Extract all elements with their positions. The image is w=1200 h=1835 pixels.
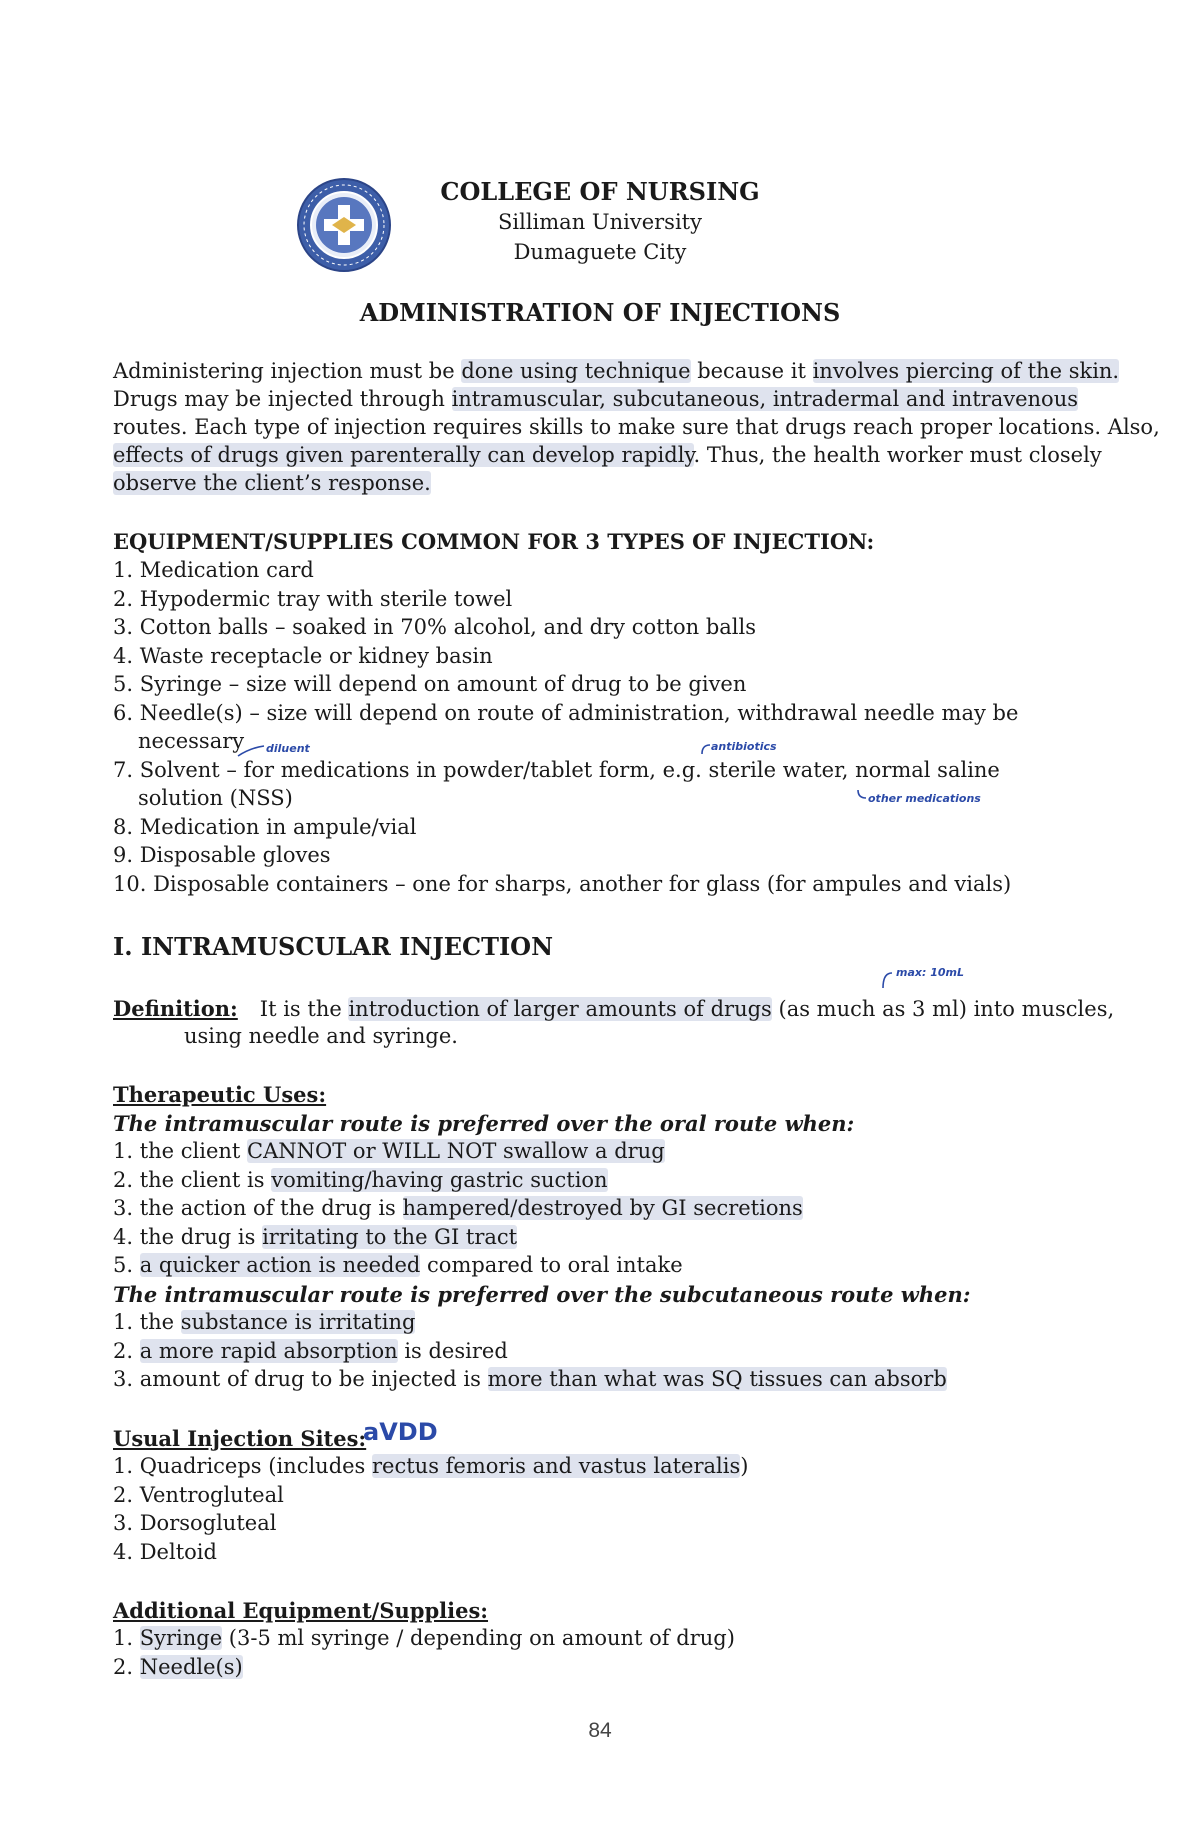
item-text: 3. amount of drug to be injected is [113,1367,488,1391]
injection-site-item: 4. Deltoid [113,1540,217,1564]
additional-equipment-item [113,1653,243,1682]
handwritten-note-antibiotics: antibiotics [711,740,777,753]
other-medications-arrow-icon [856,788,868,802]
intro-text: Drugs may be injected through [113,387,452,411]
item-highlight: Needle(s) [139,1655,243,1679]
oral-route-item [113,1194,803,1223]
equipment-item: 5. Syringe – size will depend on amount of drug to be given [113,672,747,696]
handwritten-note-avdd: aVDD [363,1418,438,1446]
item-text: 1. [113,1626,140,1650]
handwritten-note-max-volume: max: 10mL [896,966,964,979]
college-name: COLLEGE OF NURSING [440,177,760,206]
intro-line-3: routes. Each type of injection requires skills to make sure that drugs reach proper locations. Also, [113,415,1160,439]
item-highlight: rectus femoris and vastus lateralis [372,1454,741,1478]
item-text: 4. the drug is [113,1225,263,1249]
equipment-heading: EQUIPMENT/SUPPLIES COMMON FOR 3 TYPES OF INJECTION: [113,529,875,554]
definition-line-1 [113,994,1114,1024]
injection-site-item: 3. Dorsogluteal [113,1511,277,1535]
item-text: 2. the client is [113,1168,272,1192]
definition-label: Definition: [113,996,238,1021]
intro-text: . Thus, the health worker must closely [693,443,1102,467]
university-name: Silliman University [498,210,702,234]
oral-route-item [113,1166,608,1195]
item-text: ) [740,1454,749,1478]
additional-equipment-label: Additional Equipment/Supplies: [113,1598,489,1623]
intro-highlight: intramuscular, subcutaneous, intradermal and intravenous [451,387,1078,411]
item-highlight: a quicker action is needed [139,1253,421,1277]
college-seal-logo [296,177,392,273]
item-highlight: Syringe [139,1626,223,1650]
injection-sites-label: Usual Injection Sites: [113,1426,367,1451]
page-title: ADMINISTRATION OF INJECTIONS [359,298,841,327]
item-text: 1. the client [113,1139,248,1163]
equipment-item: 3. Cotton balls – soaked in 70% alcohol, and dry cotton balls [113,615,757,639]
intro-line-5 [113,469,431,498]
item-text: (3-5 ml syringe / depending on amount of drug) [222,1626,735,1650]
item-highlight: vomiting/having gastric suction [271,1168,608,1192]
intro-text: Administering injection must be [113,359,462,383]
subcutaneous-route-item [113,1365,947,1394]
intro-line-4 [113,441,1102,470]
item-highlight: irritating to the GI tract [262,1225,518,1249]
intro-highlight: effects of drugs given parenterally can develop rapidly [113,443,694,467]
equipment-item: 1. Medication card [113,558,314,582]
item-text: compared to oral intake [420,1253,683,1277]
oral-route-item [113,1137,665,1166]
intro-line-2 [113,385,1078,414]
definition-text: It is the [259,997,349,1021]
intro-highlight: done using technique [461,359,691,383]
item-highlight: hampered/destroyed by GI secretions [402,1196,803,1220]
handwritten-note-diluent: diluent [266,742,310,755]
injection-site-item [113,1452,748,1481]
item-text: 1. the [113,1310,181,1334]
equipment-item: 2. Hypodermic tray with sterile towel [113,587,513,611]
page-number: 84 [588,1719,612,1742]
item-highlight: a more rapid absorption [139,1339,398,1363]
oral-route-item [113,1251,683,1280]
intro-highlight: involves piercing of the skin. [812,359,1120,383]
equipment-item: 8. Medication in ampule/vial [113,815,417,839]
equipment-item: 7. Solvent – for medications in powder/tablet form, e.g. sterile water, normal saline [113,758,1000,782]
max-dose-arrow-icon [880,968,894,990]
handwritten-note-other-medications: other medications [868,792,981,805]
definition-highlight: introduction of larger amounts of drugs [348,997,772,1021]
intro-highlight: observe the client’s response. [113,471,431,495]
equipment-item-continued: necessary [138,729,245,753]
equipment-item-continued: solution (NSS) [138,786,293,810]
injection-site-item: 2. Ventrogluteal [113,1483,284,1507]
item-text: 5. [113,1253,140,1277]
definition-text: (as much as 3 ml) into muscles, [771,997,1115,1021]
subcutaneous-route-item [113,1337,508,1366]
item-highlight: more than what was SQ tissues can absorb [487,1367,947,1391]
definition-line-2: using needle and syringe. [184,1024,458,1048]
item-text: 3. the action of the drug is [113,1196,403,1220]
subcutaneous-route-item [113,1308,415,1337]
diluent-arrow-icon [236,742,266,760]
equipment-item: 6. Needle(s) – size will depend on route of administration, withdrawal needle may be [113,701,1019,725]
intro-text: because it [690,359,813,383]
equipment-item: 9. Disposable gloves [113,843,331,867]
oral-route-intro: The intramuscular route is preferred over the oral route when: [113,1111,855,1136]
equipment-item: 10. Disposable containers – one for sharps, another for glass (for ampules and vials) [113,872,1012,896]
therapeutic-uses-label: Therapeutic Uses: [113,1082,327,1107]
item-text: is desired [397,1339,508,1363]
item-highlight: substance is irritating [180,1310,416,1334]
item-text: 1. Quadriceps (includes [113,1454,373,1478]
section-heading-intramuscular: I. INTRAMUSCULAR INJECTION [113,932,554,961]
item-text: 2. [113,1339,140,1363]
subcutaneous-route-intro: The intramuscular route is preferred over the subcutaneous route when: [113,1282,971,1307]
oral-route-item [113,1223,517,1252]
item-highlight: CANNOT or WILL NOT swallow a drug [247,1139,665,1163]
city-name: Dumaguete City [513,240,687,264]
equipment-item: 4. Waste receptacle or kidney basin [113,644,493,668]
intro-line-1 [113,357,1119,386]
item-text: 2. [113,1655,140,1679]
additional-equipment-item [113,1624,735,1653]
